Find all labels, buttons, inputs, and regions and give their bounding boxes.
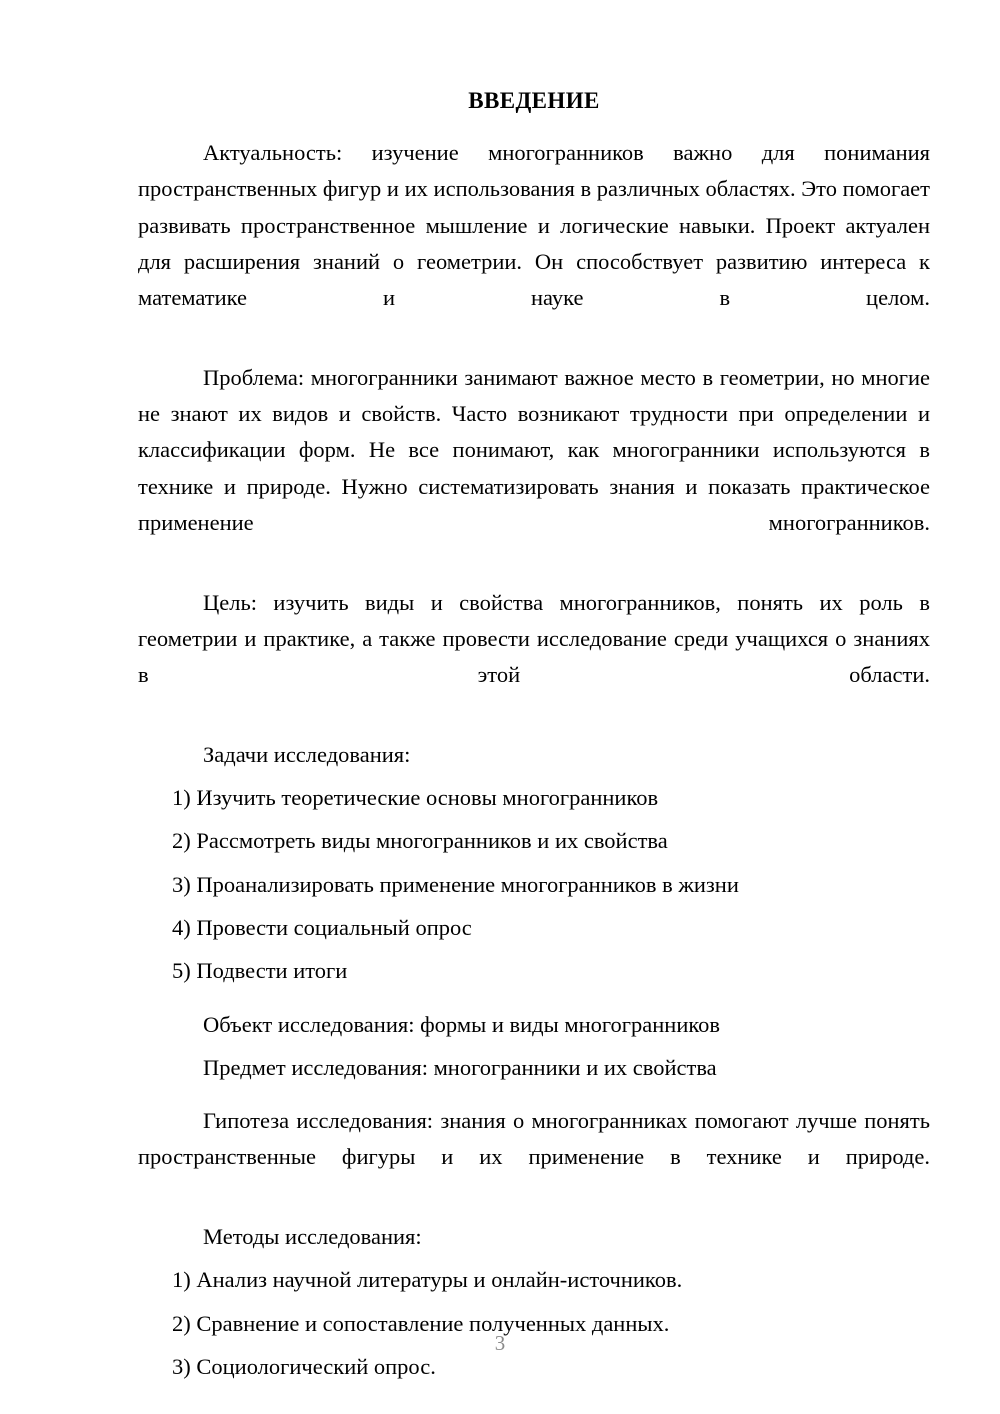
page-number: 3 <box>494 1331 506 1355</box>
list-item: 1) Изучить теоретические основы многогранников <box>172 785 659 811</box>
spacer <box>138 1093 930 1103</box>
list-item: 2) Сравнение и сопоставление полученных данных. <box>172 1310 670 1336</box>
list-item: 3) Социологический опрос. <box>172 1353 436 1379</box>
paragraph-subject: Предмет исследования: многогранники и их свойства <box>203 1054 717 1080</box>
methods-list <box>138 1262 930 1385</box>
paragraph-goal: Цель: изучить виды и свойства многогранников, понять их роль в геометрии и практике, а также провести исследование среди учащихся о знаниях в этой области. <box>138 589 930 688</box>
list-item: 1) Анализ научной литературы и онлайн-источников. <box>172 1267 683 1293</box>
paragraph-hypothesis: Гипотеза исследования: знания о многогранниках помогают лучше понять пространственные фигуры и их применение в технике и природе. <box>138 1108 930 1170</box>
heading-tasks: Задачи исследования: <box>203 741 411 767</box>
paragraph-problem: Проблема: многогранники занимают важное место в геометрии, но многие не знают их видов и свойств. Часто возникают трудности при определении и классификации форм. Не все понимают, как многогранники используются в технике и природе. Нужно систематизировать знания и показать практическое применение многогранников. <box>138 364 930 535</box>
page-title: ВВЕДЕНИЕ <box>468 88 600 113</box>
paragraph-object: Объект исследования: формы и виды многогранников <box>203 1011 721 1037</box>
heading-methods: Методы исследования: <box>203 1224 422 1250</box>
list-item: 4) Провести социальный опрос <box>172 914 472 940</box>
document-body <box>138 86 930 1392</box>
list-item: 3) Проанализировать применение многогранников в жизни <box>172 871 739 897</box>
list-item: 5) Подвести итоги <box>172 958 348 984</box>
paragraph-relevance: Актуальность: изучение многогранников важно для понимания пространственных фигур и их использования в различных областях. Это помогает развивать пространственное мышление и логические навыки. Проект актуален для расширения знаний о геометрии. Он способствует развитию интереса к математике и науке в целом. <box>138 140 930 311</box>
tasks-list <box>138 780 930 989</box>
list-item: 2) Рассмотреть виды многогранников и их свойства <box>172 828 668 854</box>
spacer <box>138 997 930 1007</box>
